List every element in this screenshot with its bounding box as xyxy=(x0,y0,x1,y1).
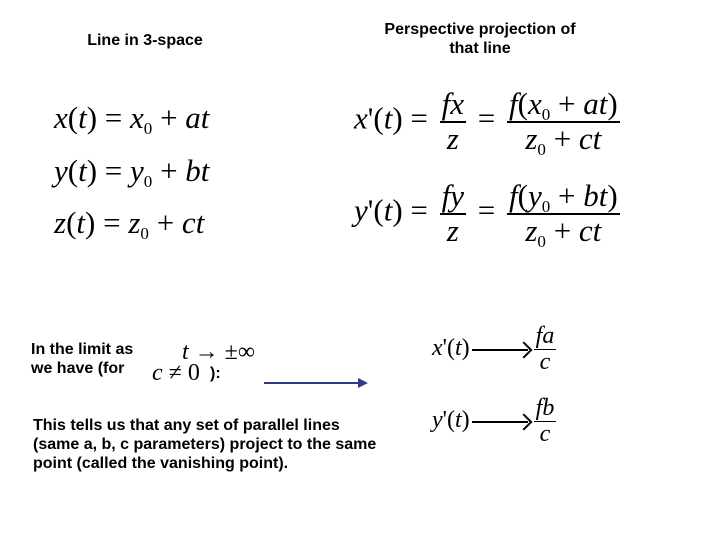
right-heading xyxy=(350,20,610,58)
frac-fb-over-c: $\frac{fb}{c}$ xyxy=(535,395,555,448)
c-not-zero: c ≠ 0 xyxy=(152,360,200,386)
projection-y-equation: y'(t) = $\frac{fy}{z}$ = $\frac{f(y_0 + bt)}{z_0 + ct}$ xyxy=(354,178,618,251)
eq-y-rhs-var: y xyxy=(130,153,144,188)
eq-y-coef: b xyxy=(185,153,201,188)
explanation-text: This tells us that any set of parallel lines (same a, b, c parameters) project to the same point (called the vanishing point). xyxy=(33,417,377,472)
limit-x-result: x'(t) $\frac{fa}{c}$ xyxy=(432,323,555,376)
arrow-right-icon xyxy=(472,421,528,423)
limit-text-line-1: In the limit as xyxy=(31,341,134,358)
equation-y: $y(t) = y_0$ + bt xyxy=(54,153,210,191)
eq-x-coef: a xyxy=(185,100,201,135)
equation-x: $x(t) = x_0$ + at xyxy=(54,100,210,138)
frac-fx-over-z: $\frac{fx}{z}$ xyxy=(441,86,464,156)
frac-x-full: $\frac{f(x_0 + at)}{z_0 + ct}$ xyxy=(508,86,618,159)
right-heading-line-2: that line xyxy=(449,40,511,57)
eq-z-lhs: z xyxy=(54,205,67,240)
limit-text-line-2: we have (for xyxy=(31,360,125,377)
left-heading: Line in 3-space xyxy=(87,32,203,49)
arrow-right-icon xyxy=(472,349,528,351)
eq-x-rhs-var: x xyxy=(130,100,144,135)
frac-fa-over-c: $\frac{fa}{c}$ xyxy=(535,323,555,376)
right-heading-line-1: Perspective projection of xyxy=(384,21,576,38)
eq-x-lhs: x xyxy=(54,100,68,135)
limit-text-close: ): xyxy=(210,365,221,382)
projection-x-equation: x'(t) = $\frac{fx}{z}$ = $\frac{f(x_0 + at)}{z_0 + ct}$ xyxy=(354,86,618,159)
frac-y-full: $\frac{f(y_0 + bt)}{z_0 + ct}$ xyxy=(508,178,618,251)
limit-arrow xyxy=(262,375,372,391)
t-to-infinity: t → ±∞ xyxy=(182,339,255,365)
eq-z-rhs-var: z xyxy=(128,205,141,240)
frac-fy-over-z: $\frac{fy}{z}$ xyxy=(441,178,464,248)
eq-y-lhs: y xyxy=(54,153,68,188)
limit-text xyxy=(31,340,133,378)
equation-z: $z(t) = z_0$ + ct xyxy=(54,205,205,243)
eq-z-coef: c xyxy=(181,205,196,240)
limit-y-result: y'(t) $\frac{fb}{c}$ xyxy=(432,395,555,448)
